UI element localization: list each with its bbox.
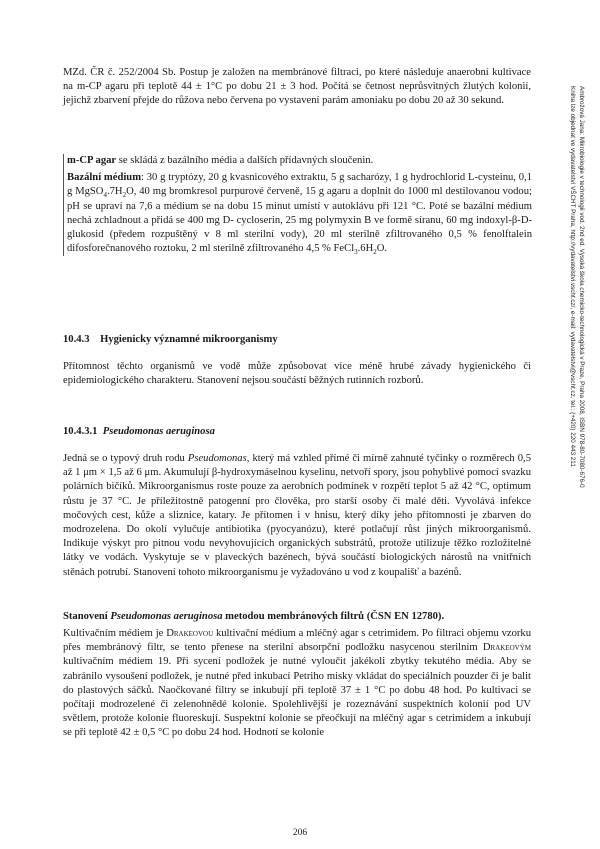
- method-section: [63, 610, 531, 741]
- m-cp-agar-term: m-CP agar: [67, 155, 117, 166]
- section-10-4-3-1-heading: 10.4.3.1 Pseudomonas aeruginosa: [63, 426, 215, 437]
- section-10-4-3-1: [63, 425, 531, 580]
- m-cp-agar-definition: m-CP agar se skládá z bazálního média a dalších přídavných sloučenin.: [67, 155, 374, 166]
- page-number: 206: [292, 828, 308, 838]
- section-10-4-3-text: Přítomnost těchto organismů ve vodě může způsobovat více méně hrubé závady hygienického či epidemiologického charakteru. Stanovení nejsou součástí běžných rutinních rozborů.: [63, 361, 531, 387]
- citation-text: [568, 86, 586, 656]
- method-text: Kultivačním médiem je Drakeovou kultivační médium a mléčný agar s cetrimidem. Po filtraci objemu vzorku přes membránový filtr, se tento přenese na sterilní absorpční podložku nasycenou sterilním Drakeovým kultivačním médiem 19. Při sycení podložek je nutné vyloučit jakékoli zbytky tekutého média. Aby se zabránilo vysoušení podložek, je nutné před inkubací Petriho misky vkládat do speciálních pouzder či je balit do plastových sáčků. Naočkované filtry se inkubují při teplotě 37 ± 1 °C po dobu 48 hod. Po kultivaci se počítají modrozelené či zelenohnědé kolonie. Spolehlivější je rozeznávání suspektních kolonií pod UV světlem, protože kolonie fluoreskují. Suspektní kolonie se přeočkují na mléčný agar s cetrimidem a inkubují se při teplotě 42 ± 0,5 °C po dobu 24 hod. Hodnotí se kolonie: [63, 628, 531, 739]
- m-cp-agar-box: [63, 154, 532, 256]
- intro-paragraph-block: [63, 66, 531, 109]
- section-10-4-3: [63, 333, 531, 388]
- pseudomonas-description: Jedná se o typový druh rodu Pseudomonas, který má vzhled přímé či mírně zahnuté tyčinky o rozměrech 0,5 až 1 μm × 1,5 až 6 μm. Akumulují β-hydroxymáselnou kyselinu, netvoří spory, jsou pohyblivé pomocí svazku polárních bičíků. Mikroorganismus roste pouze za aerobních podmínek v rozpětí teplot 5 až 42 °C, optimum růstu je 37 °C. Je příležitostně patogenní pro člověka, pro starší osoby či malé děti. Vyvolává infekce močových cest, kůže a sliznice, katary. Je přítomen i v hnisu, který díky jeho přítomnosti je zbarven do modrozelena. Do okolí vylučuje antibiotika (pyocyanózu), které potlačují růst jiných mikroorganismů. Indikuje výskyt pro pitnou vodu nevyhovujících organických substrátů, protože utilizuje těžko rozložitelné látky ve vodách. Vyskytuje se v plaveckých bazénech, bývá součástí biologických nárostů na vnitřních stěnách potrubí. Stanovení tohoto mikroorganismu je vyžadováno u vod z koupališť a bazénů.: [63, 453, 532, 578]
- intro-paragraph: MZd. ČR č. 252/2004 Sb. Postup je založen na membránové filtraci, po které následuje anaerobní kultivace na m-CP agaru při teplotě 44 ± 1°C po dobu 21 ± 3 hod. Počítá se četnost neprůsvitných žlutých kolonií, jejichž zbarvení přejde do růžova nebo červena po vystavení parám amoniaku po dobu 20 až 30 sekund.: [63, 67, 531, 107]
- citation-sidebar: [560, 86, 586, 656]
- citation-line-1: Ambrožová Jana: Mikrobiologie v technologii vod. 2nd ed. Vysoká škola chemicko-technologická v Praze, Praha 2008, ISBN 978-80-7080-676-0: [578, 86, 585, 488]
- section-10-4-3-heading: 10.4.3 Hygienicky významné mikroorganismy: [63, 334, 278, 345]
- basal-medium-label: Bazální médium: [67, 172, 142, 184]
- basal-medium-paragraph: Bazální médium: 30 g tryptózy, 20 g kvasnicového extraktu, 5 g sacharózy, 1 g hydrochlorid L-cysteinu, 0,1 g $MgSO_4.7H_2O$, 40 mg bromkresol purpurové červeně, 15 g agaru a doplnit do 1000 ml destilovanou vodou; pH se upraví na 7,6 a médium se na dobu 15 minut umístí v autoklávu při 121 °C. Poté se bazální médium nechá zchladnout a přidá se 400 mg D- cycloserin, 25 mg polymyxin B ve formě síranu, 60 mg indoxyl-β-D-glukosid (předem rozpuštěný v 8 ml sterilní vody), 20 ml sterilně zfiltrovaného 0,5 % fenolftalein difosforečnanového roztoku, 2 ml sterilně zfiltrovaného 4,5 % $FeCl_3.6H_2O$.: [67, 172, 532, 257]
- method-heading: Stanovení Pseudomonas aeruginosa metodou membránových filtrů (ČSN EN 12780).: [63, 611, 445, 622]
- citation-line-2: Kniha lze objednat ve vydavatelství VŠCHT Praha, http://vydavatelstvi.vscht.cz/, e-mail: vydavatelstvi@vscht.cz, tel.: (+420) 220 443 211: [569, 86, 576, 467]
